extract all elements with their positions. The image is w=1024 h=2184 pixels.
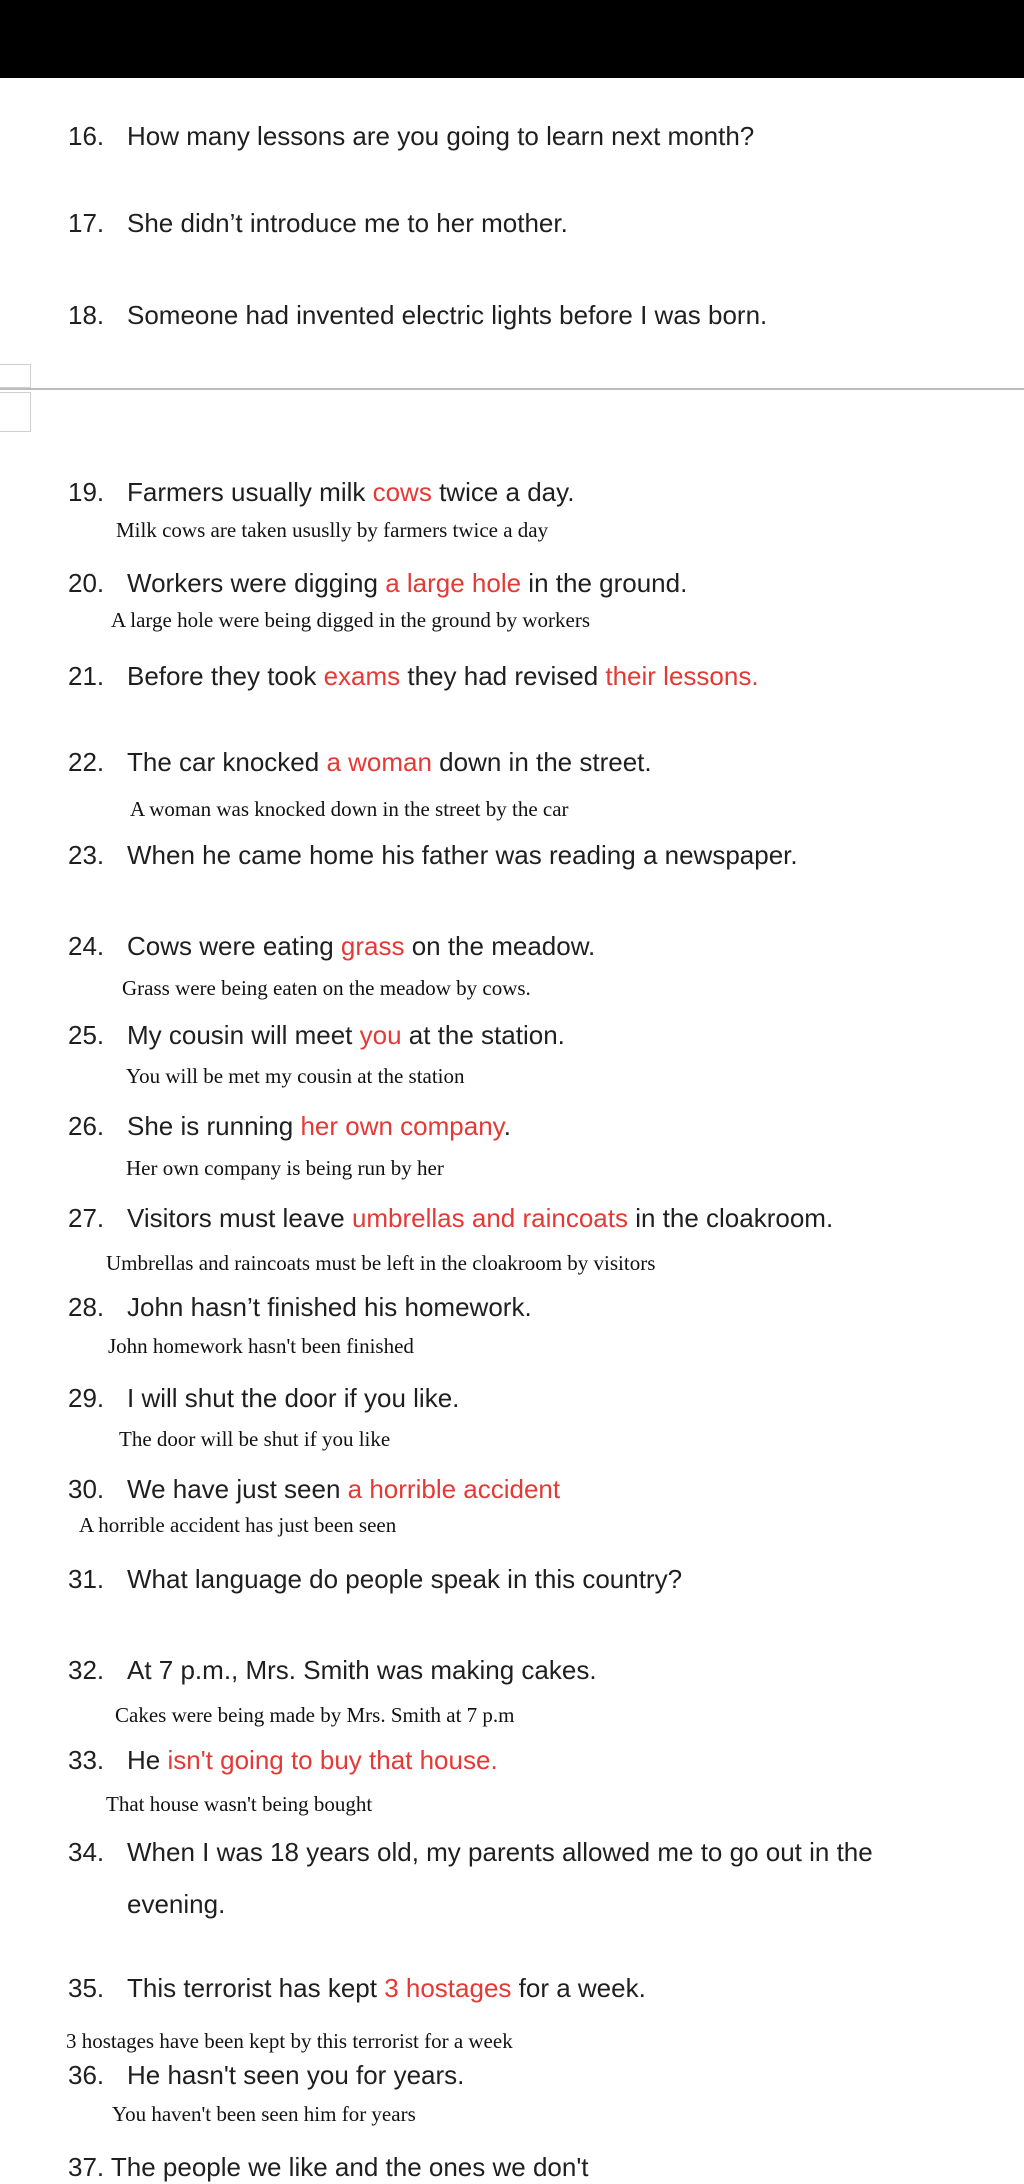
question-text-part: We have just seen [127,1474,348,1504]
highlighted-object: a woman [326,747,432,777]
highlighted-object: you [359,1020,402,1050]
answer-28: John homework hasn't been finished [108,1334,414,1358]
margin-box [0,364,31,388]
question-text-part: At 7 p.m., Mrs. Smith was making cakes. [127,1655,597,1685]
question-text-part: at the station. [401,1020,565,1050]
question-text-continuation: evening. [127,1889,226,1919]
answer-30: A horrible accident has just been seen [79,1513,397,1537]
question-text [127,206,568,240]
top-bar [0,0,1024,78]
question-text [127,119,754,153]
question-number: 17. [68,208,105,238]
question-text [127,1472,560,1506]
question-text-part: . [503,1111,511,1141]
question-number: 22. [68,747,105,777]
question-number: 16. [68,121,105,151]
question-text [127,745,652,779]
question-number: 20. [68,568,105,598]
question-text [127,566,687,600]
question-number: 18. [68,300,105,330]
highlighted-object: cows [372,477,432,507]
question-text [127,1971,646,2005]
question-text [127,1290,532,1324]
question-text-part: Before they took [127,661,324,691]
question-number: 35. [68,1973,105,2003]
question-text [127,1381,459,1415]
question-text [127,2058,464,2092]
question-number: 21. [68,661,105,691]
question-text [127,1201,833,1235]
question-number: 23. [68,840,105,870]
answer-19: Milk cows are taken ususlly by farmers twice a day [116,518,549,542]
question-text-part: they had revised [400,661,606,691]
highlighted-object: her own company [300,1111,504,1141]
question-text-part: She is running [127,1111,301,1141]
question-number: 36. [68,2060,105,2090]
question-text [127,1109,511,1143]
question-text-part: John hasn’t finished his homework. [127,1292,532,1322]
question-text-part: in the ground. [521,568,688,598]
question-text-part: I will shut the door if you like. [127,1383,460,1413]
question-number: 30. [68,1474,105,1504]
answer-35: 3 hostages have been kept by this terrorist for a week [66,2029,513,2053]
question-text [127,1743,498,1777]
question-number: 32. [68,1655,105,1685]
highlighted-object: a large hole [385,568,522,598]
question-number: 25. [68,1020,105,1050]
question-text-part: Cows were eating [127,931,341,961]
question-text-part: in the cloakroom. [627,1203,834,1233]
question-text-part: My cousin will meet [127,1020,360,1050]
question-text [127,298,767,332]
question-text [127,475,574,509]
answer-20: A large hole were being digged in the ground by workers [111,608,590,632]
highlighted-object: their lessons. [605,661,759,691]
question-number: 34. [68,1837,105,1867]
section-divider [0,388,1024,390]
highlighted-object: a horrible accident [347,1474,561,1504]
question-text-part: Someone had invented electric lights before I was born. [127,300,768,330]
question-text-part: What language do people speak in this country? [127,1564,683,1594]
question-text-part: Farmers usually milk [127,477,373,507]
highlighted-object: grass [340,931,405,961]
question-number: 33. [68,1745,105,1775]
question-text-part: twice a day. [431,477,575,507]
answer-36: You haven't been seen him for years [112,2102,416,2126]
question-text-part: This terrorist has kept [127,1973,385,2003]
question-text [127,1835,873,1919]
question-text [127,1018,565,1052]
answer-22: A woman was knocked down in the street by the car [130,797,569,821]
question-text-part: The car knocked [127,747,327,777]
answer-32: Cakes were being made by Mrs. Smith at 7 p.m [115,1703,515,1727]
question-text-part: He hasn't seen you for years. [127,2060,465,2090]
question-text [127,838,798,872]
question-text [127,929,595,963]
highlighted-object: 3 hostages [384,1973,512,2003]
question-text [127,659,759,693]
question-text [127,1653,597,1687]
question-text-part: for a week. [511,1973,646,2003]
question-text-part: He [127,1745,168,1775]
question-text-part: Workers were digging [127,568,386,598]
highlighted-object: exams [323,661,401,691]
answer-29: The door will be shut if you like [119,1427,391,1451]
margin-box [0,392,31,432]
answer-33: That house wasn't being bought [106,1792,373,1816]
cut-off-question: 37. The people we like and the ones we don't [68,2152,589,2182]
answer-27: Umbrellas and raincoats must be left in the cloakroom by visitors [106,1251,656,1275]
question-number: 24. [68,931,105,961]
question-number: 29. [68,1383,105,1413]
highlighted-object: isn't going to buy that house. [167,1745,498,1775]
question-text-part: Visitors must leave [127,1203,352,1233]
question-text-part: How many lessons are you going to learn next month? [127,121,755,151]
question-text-part: She didn’t introduce me to her mother. [127,208,568,238]
answer-26: Her own company is being run by her [126,1156,444,1180]
question-text-part: When he came home his father was reading a newspaper. [127,840,798,870]
question-text [127,1562,682,1596]
answer-25: You will be met my cousin at the station [126,1064,465,1088]
question-number: 26. [68,1111,105,1141]
question-number: 19. [68,477,105,507]
question-text-part: When I was 18 years old, my parents allowed me to go out in the [127,1837,873,1867]
question-number: 31. [68,1564,105,1594]
question-text-part: down in the street. [431,747,652,777]
highlighted-object: umbrellas and raincoats [351,1203,628,1233]
answer-24: Grass were being eaten on the meadow by cows. [122,976,531,1000]
question-number: 28. [68,1292,105,1322]
question-text-part: on the meadow. [404,931,596,961]
question-number: 27. [68,1203,105,1233]
